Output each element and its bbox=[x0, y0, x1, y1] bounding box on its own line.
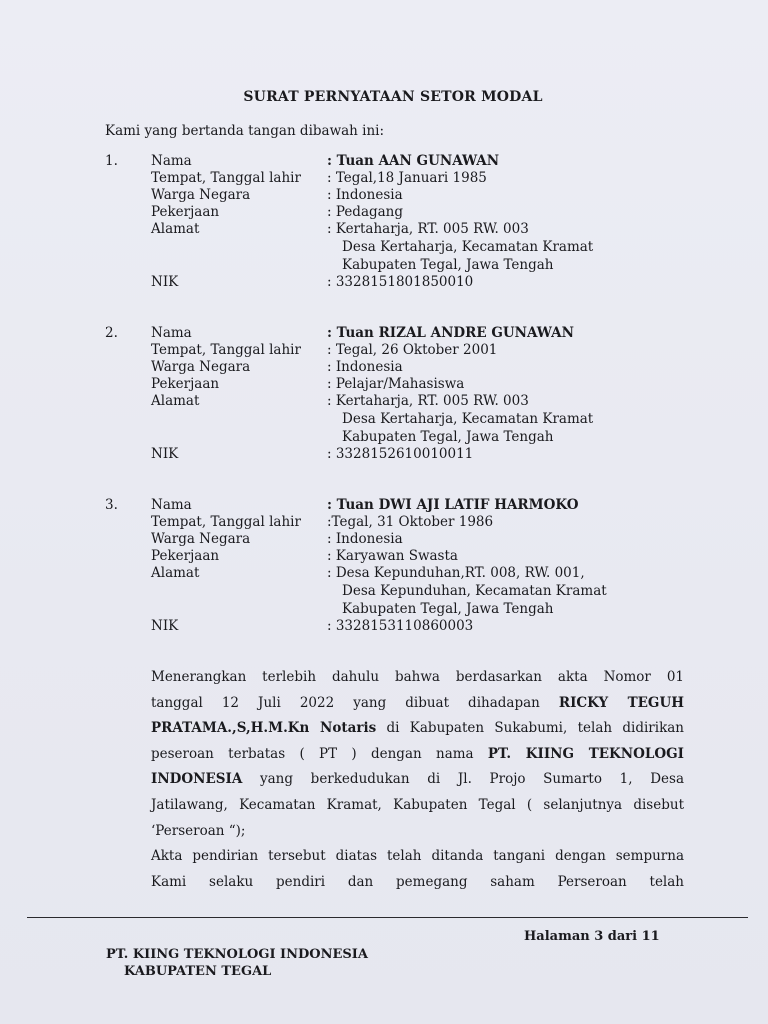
document-title: SURAT PERNYATAAN SETOR MODAL bbox=[243, 89, 543, 105]
value-nik: : 3328152610010011 bbox=[327, 446, 474, 462]
paragraph-line bbox=[151, 844, 684, 870]
label-ttl: Tempat, Tanggal lahir bbox=[151, 342, 301, 358]
value-alamat-1: : Kertaharja, RT. 005 RW. 003 bbox=[327, 393, 529, 409]
paragraph-text: yang berkedudukan di Jl. Projo Sumarto 1, Desa bbox=[259, 771, 685, 788]
label-nik: NIK bbox=[151, 274, 179, 290]
label-ttl: Tempat, Tanggal lahir bbox=[151, 514, 301, 530]
paragraph-text: di Kabupaten Sukabumi, telah didirikan bbox=[386, 720, 684, 737]
label-alamat: Alamat bbox=[151, 221, 200, 237]
paragraph-line bbox=[151, 742, 684, 768]
paragraph-text: peseroan terbatas ( PT ) dengan nama bbox=[151, 745, 474, 762]
paragraph-line bbox=[151, 793, 684, 819]
footer-region: KABUPATEN TEGAL bbox=[124, 964, 272, 979]
label-warga: Warga Negara bbox=[151, 531, 251, 547]
value-warga: : Indonesia bbox=[327, 531, 403, 547]
value-nama: : Tuan DWI AJI LATIF HARMOKO bbox=[327, 497, 579, 513]
label-nama: Nama bbox=[151, 325, 192, 341]
value-ttl: :Tegal, 31 Oktober 1986 bbox=[327, 514, 494, 530]
paragraph-text: Menerangkan terlebih dahulu bahwa berdasarkan akta Nomor 01 bbox=[151, 669, 684, 685]
value-nama: : Tuan RIZAL ANDRE GUNAWAN bbox=[327, 325, 574, 341]
value-alamat-1: : Desa Kepunduhan,RT. 008, RW. 001, bbox=[327, 565, 585, 581]
label-nik: NIK bbox=[151, 618, 179, 634]
paragraph-line bbox=[151, 870, 684, 896]
value-nik: : 3328153110860003 bbox=[327, 618, 474, 634]
notary-name: RICKY TEGUH bbox=[558, 694, 684, 711]
page-number: Halaman 3 dari 11 bbox=[524, 929, 660, 944]
value-alamat-3: Kabupaten Tegal, Jawa Tengah bbox=[342, 257, 554, 273]
value-alamat-3: Kabupaten Tegal, Jawa Tengah bbox=[342, 601, 554, 617]
value-ttl: : Tegal,18 Januari 1985 bbox=[327, 170, 487, 186]
label-warga: Warga Negara bbox=[151, 187, 251, 203]
label-pekerjaan: Pekerjaan bbox=[151, 376, 220, 392]
notary-name: PRATAMA.,S,H.M.Kn Notaris bbox=[151, 720, 377, 737]
intro-text: Kami yang bertanda tangan dibawah ini: bbox=[105, 123, 385, 139]
paragraph-text: ‘Perseroan “); bbox=[151, 822, 246, 839]
paragraph-text: tanggal 12 Juli 2022 yang dibuat dihadapan bbox=[151, 694, 540, 711]
footer-company-name: PT. KIING TEKNOLOGI INDONESIA bbox=[106, 947, 368, 962]
value-ttl: : Tegal, 26 Oktober 2001 bbox=[327, 342, 498, 358]
value-pekerjaan: : Karyawan Swasta bbox=[327, 548, 458, 564]
person-number: 1. bbox=[105, 153, 118, 169]
value-nama: : Tuan AAN GUNAWAN bbox=[327, 153, 500, 169]
paragraph-line bbox=[151, 691, 684, 717]
paragraph-line bbox=[151, 819, 684, 845]
label-warga: Warga Negara bbox=[151, 359, 251, 375]
label-alamat: Alamat bbox=[151, 565, 200, 581]
value-pekerjaan: : Pedagang bbox=[327, 204, 404, 220]
value-alamat-1: : Kertaharja, RT. 005 RW. 003 bbox=[327, 221, 529, 237]
label-pekerjaan: Pekerjaan bbox=[151, 204, 220, 220]
value-pekerjaan: : Pelajar/Mahasiswa bbox=[327, 376, 465, 392]
person-number: 3. bbox=[105, 497, 118, 513]
paragraph-text: Kami selaku pendiri dan pemegang saham Perseroan telah bbox=[151, 873, 684, 890]
value-alamat-2: Desa Kertaharja, Kecamatan Kramat bbox=[342, 411, 594, 427]
label-pekerjaan: Pekerjaan bbox=[151, 548, 220, 564]
value-warga: : Indonesia bbox=[327, 187, 403, 203]
label-alamat: Alamat bbox=[151, 393, 200, 409]
paragraph-text: Akta pendirian tersebut diatas telah ditanda tangani dengan sempurna bbox=[151, 848, 684, 865]
label-nik: NIK bbox=[151, 446, 179, 462]
value-nik: : 3328151801850010 bbox=[327, 274, 474, 290]
label-nama: Nama bbox=[151, 153, 192, 169]
paragraph-text: Jatilawang, Kecamatan Kramat, Kabupaten Tegal ( selanjutnya disebut bbox=[151, 796, 684, 813]
body-paragraph bbox=[151, 665, 684, 895]
company-name: PT. KIING TEKNOLOGI bbox=[487, 745, 684, 762]
value-alamat-3: Kabupaten Tegal, Jawa Tengah bbox=[342, 429, 554, 445]
company-name: INDONESIA bbox=[151, 771, 243, 788]
value-alamat-2: Desa Kepunduhan, Kecamatan Kramat bbox=[342, 583, 607, 599]
footer-company bbox=[106, 946, 368, 980]
label-nama: Nama bbox=[151, 497, 192, 513]
value-alamat-2: Desa Kertaharja, Kecamatan Kramat bbox=[342, 239, 594, 255]
footer-divider bbox=[27, 917, 748, 918]
person-number: 2. bbox=[105, 325, 118, 341]
paragraph-line bbox=[151, 767, 684, 793]
value-warga: : Indonesia bbox=[327, 359, 403, 375]
paragraph-line bbox=[151, 665, 684, 691]
paragraph-line bbox=[151, 716, 684, 742]
label-ttl: Tempat, Tanggal lahir bbox=[151, 170, 301, 186]
